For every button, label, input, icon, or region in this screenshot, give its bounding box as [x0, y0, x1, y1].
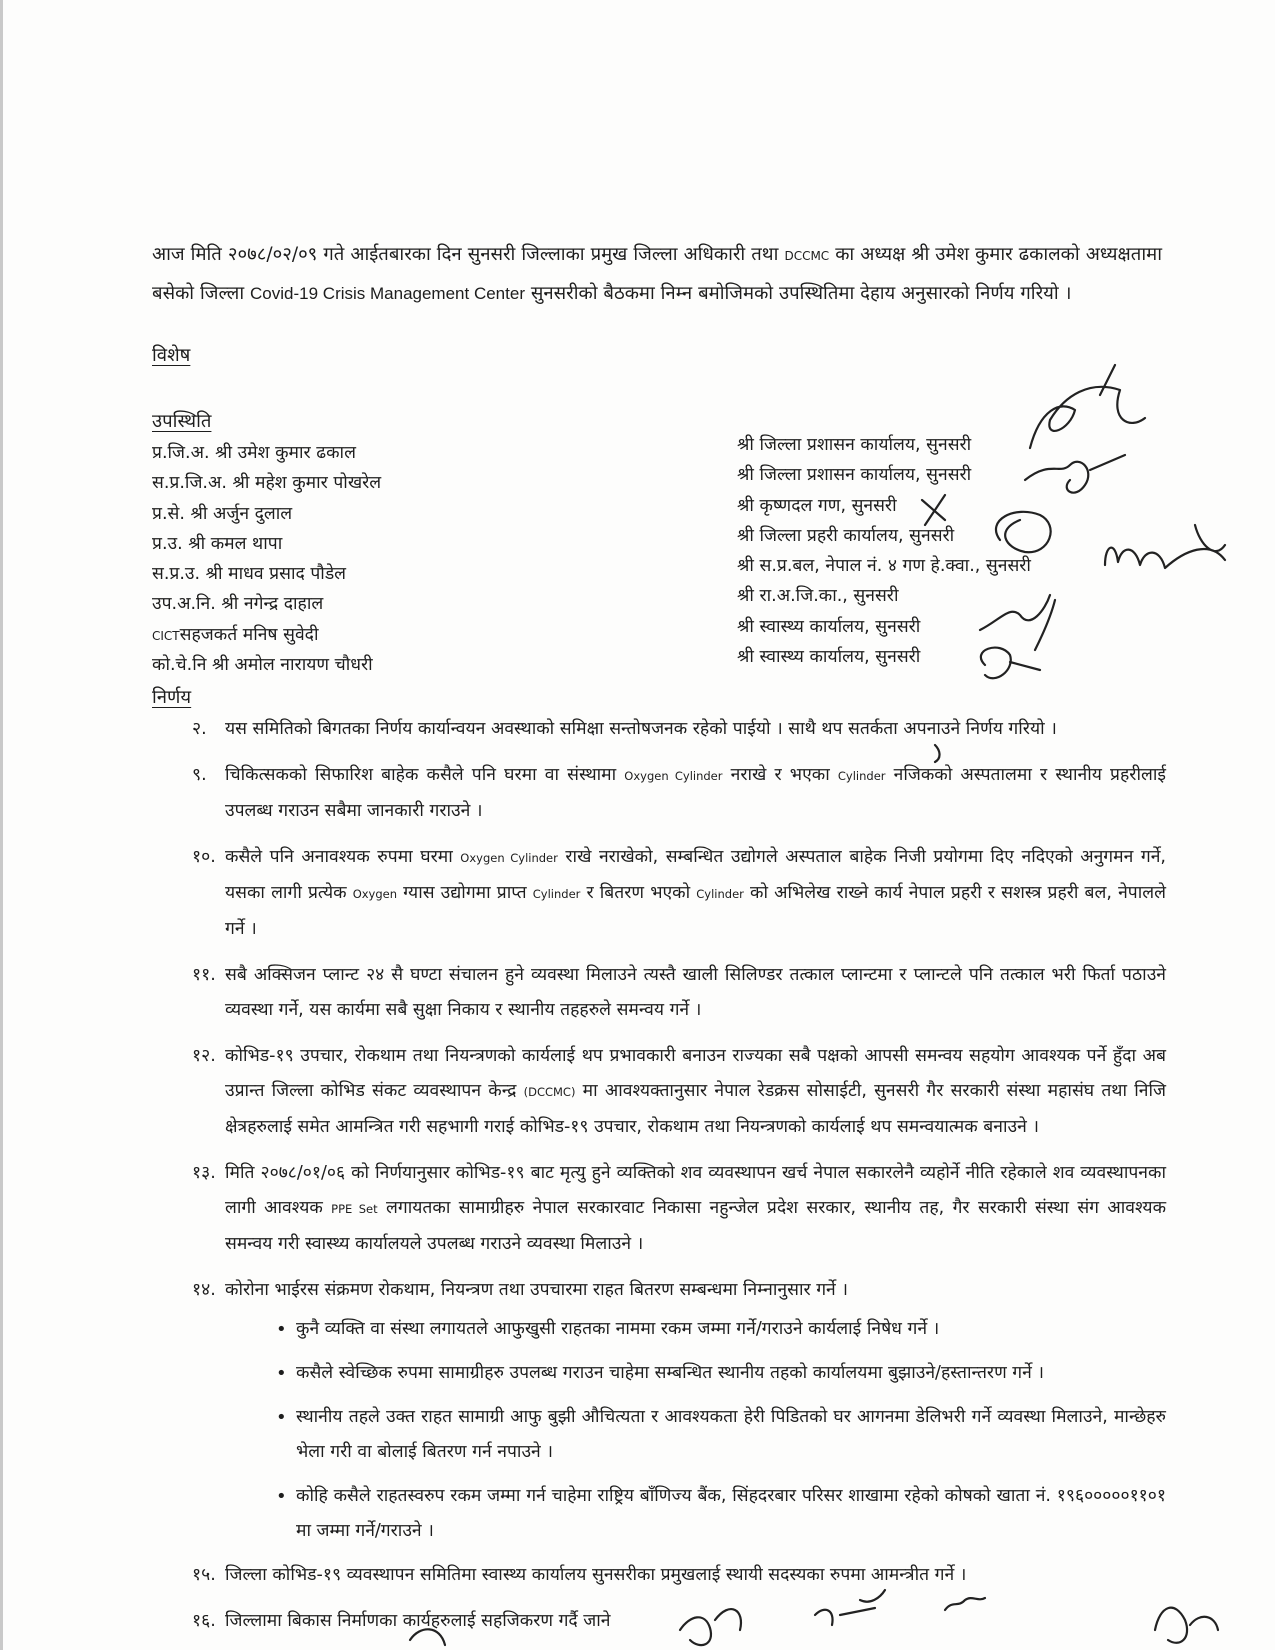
attendee-name	[152, 620, 381, 650]
decision-14-bullet-list	[152, 1312, 1166, 1549]
intro-text-1: आज मिति २०७८/०२/०९ गते आईतबारका दिन सुनसरी जिल्लाका प्रमुख जिल्ला अधिकारी तथा	[152, 244, 785, 265]
decision-list	[152, 712, 1166, 1650]
attendee-name: स.प्र.उ. श्री माधव प्रसाद पौडेल	[152, 564, 347, 585]
decision-item-2	[152, 712, 1166, 747]
intro-text-2: का अध्यक्ष श्री उमेश कुमार ढकालको अध्यक्षतामा बसेको जिल्ला	[152, 244, 1162, 304]
bullet-text: कुनै व्यक्ति वा संस्था लगायतले आफुखुसी राहतका नाममा रकम जम्मा गर्ने/गराउने कार्यलाई निषेध गर्ने ।	[296, 1319, 940, 1339]
bullet-dot-icon: •	[276, 1319, 287, 1340]
bullet-text: कोहि कसैले राहतस्वरुप रकम जम्मा गर्न चाहेमा राष्ट्रिय बाँणिज्य बैंक, सिंहदरबार परिसर शाखामा रहेको कोषको खाता नं. १९६०००००११०१ मा जम्मा गर्ने/गराउने ।	[296, 1486, 1166, 1541]
decision-number: ११.	[192, 965, 216, 985]
decision-text: कसैले पनि अनावश्यक रुपमा घरमा	[225, 847, 461, 867]
decision-term: Oxygen Cylinder	[460, 851, 558, 865]
bullet-dot-icon: •	[276, 1363, 287, 1384]
decision-item-16	[152, 1604, 1166, 1639]
decision-number: १३.	[192, 1163, 216, 1183]
decision-item-10	[152, 840, 1166, 947]
attendee-office-list	[737, 430, 1031, 672]
decision-item-15	[152, 1558, 1166, 1593]
attendee-name: प्र.जि.अ. श्री उमेश कुमार ढकाल	[152, 443, 356, 463]
decision-text: सबै अक्सिजन प्लान्ट २४ सै घण्टा संचालन हुने व्यवस्था मिलाउने त्यस्तै खाली सिलिण्डर तत्काल प्लान्टमा र प्लान्टले पनि तत्काल भरी फिर्ता पठाउने व्यवस्था गर्ने, यस कार्यमा सबै सुक्षा निकाय र स्थानीय तहहरुले समन्वय गर्ने ।	[225, 965, 1166, 1020]
decision-text: नजिकको अस्पतालमा र स्थानीय प्रहरीलाई उपलब्ध गराउन सबैमा जानकारी गराउने ।	[225, 765, 1166, 821]
bullet-dot-icon: •	[276, 1486, 287, 1507]
decision-number: ९.	[192, 765, 207, 785]
decision-text: र बितरण भएको	[580, 883, 697, 903]
attendee-name-text: सहजकर्त मनिष सुवेदी	[179, 624, 319, 645]
heading-decision: निर्णय	[152, 687, 192, 708]
decision-text: यस समितिको बिगतका निर्णय कार्यान्वयन अवस्थाको समिक्षा सन्तोषजनक रहेको पाईयो । साथै थप सतर्कता अपनाउने निर्णय गरियो ।	[225, 719, 1057, 739]
attendee-office: श्री स्वास्थ्य कार्यालय, सुनसरी	[737, 616, 921, 637]
decision-item-9	[152, 758, 1166, 829]
decision-text: चिकित्सकको सिफारिश बाहेक कसैले पनि घरमा वा संस्थामा	[225, 765, 625, 785]
attendee-office: श्री स.प्र.बल, नेपाल नं. ४ गण हे.क्वा., सुनसरी	[737, 556, 1031, 577]
decision-number: १४.	[192, 1280, 216, 1300]
heading-attendance: उपस्थिति	[152, 411, 212, 432]
attendee-name-list	[152, 438, 381, 680]
decision-text: कोभिड-१९ उपचार, रोकथाम तथा नियन्त्रणको कार्यलाई थप प्रभावकारी बनाउन राज्यका सबै पक्षको आपसी समन्वय सहयोग आवश्यक पर्ने हुँदा अब उप्रान्त जिल्ला कोभिड संकट व्यवस्थापन केन्द्र	[225, 1046, 1166, 1101]
decision-item-13	[152, 1156, 1166, 1262]
decision-item-11	[152, 958, 1166, 1028]
intro-dccmc: DCCMC	[784, 249, 830, 263]
decision-text: को अभिलेख राख्ने कार्य नेपाल प्रहरी र सशस्त्र प्रहरी बल, नेपालले गर्ने ।	[225, 883, 1166, 939]
bullet-item	[152, 1479, 1166, 1549]
decision-number: १२.	[192, 1046, 216, 1066]
attendee-name: प्र.से. श्री अर्जुन दुलाल	[152, 503, 293, 524]
decision-term: Oxygen	[352, 887, 398, 901]
bullet-item	[152, 1400, 1166, 1470]
intro-text-3: सुनसरीको बैठकमा निम्न बमोजिमको उपस्थितिमा देहाय अनुसारको निर्णय गरियो ।	[524, 283, 1072, 304]
signature-2	[1025, 455, 1125, 493]
attendee-name: स.प्र.जि.अ. श्री महेश कुमार पोखरेल	[152, 473, 382, 494]
attendee-office: श्री जिल्ला प्रशासन कार्यालय, सुनसरी	[737, 465, 972, 486]
intro-paragraph	[152, 236, 1162, 312]
decision-term: Cylinder	[696, 887, 744, 901]
attendee-name-prefix: CICT	[152, 628, 180, 643]
signature-5	[1105, 525, 1225, 568]
attendee-name: उप.अ.नि. श्री नगेन्द्र दाहाल	[152, 594, 324, 615]
decision-text: नराखे र भएका	[722, 765, 838, 785]
bullet-item	[152, 1356, 1166, 1391]
intro-center-name: Covid-19 Crisis Management Center	[250, 284, 525, 303]
attendee-name: प्र.उ. श्री कमल थापा	[152, 533, 283, 554]
decision-text: मिति २०७८/०१/०६ को निर्णयानुसार कोभिड-१९ बाट मृत्यु हुने व्यक्तिको शव व्यवस्थापन खर्च नेपाल सकारलेनै व्यहोर्ने नीति रहेकाले शव व्यवस्थापनका लागी आवश्यक	[225, 1163, 1166, 1218]
decision-text: ग्यास उद्योगमा प्राप्त	[397, 883, 533, 903]
decision-text: मा आवश्यक्तानुसार नेपाल रेडक्रस सोसाईटी, सुनसरी गैर सरकारी संस्था महासंघ तथा निजि क्षेत्रहरुलाई समेत आमन्त्रित गरी सहभागी गराई कोभिड-१९ उपचार, रोकथाम तथा नियन्त्रणको कार्यलाई थप समन्वयात्मक बनाउने ।	[225, 1081, 1166, 1137]
decision-term: Cylinder	[532, 887, 581, 901]
decision-term: Cylinder	[837, 769, 886, 783]
attendee-office: श्री जिल्ला प्रहरी कार्यालय, सुनसरी	[737, 525, 955, 546]
attendee-office: श्री रा.अ.जि.का., सुनसरी	[737, 586, 899, 607]
decision-text: कोरोना भाईरस संक्रमण रोकथाम, नियन्त्रण तथा उपचारमा राहत बितरण सम्बन्धमा निम्नानुसार गर्ने ।	[225, 1280, 848, 1300]
bullet-text: कसैले स्वेच्छिक रुपमा सामाग्रीहरु उपलब्ध गराउन चाहेमा सम्बन्धित स्थानीय तहको कार्यालयमा बुझाउने/हस्तान्तरण गर्ने ।	[296, 1363, 1045, 1383]
decision-item-14	[152, 1273, 1166, 1308]
decision-item-12	[152, 1039, 1166, 1145]
decision-term: PPE Set	[331, 1202, 378, 1216]
signature-1	[1030, 365, 1145, 448]
decision-number: २.	[192, 719, 207, 739]
decision-text: राखे नराखेको, सम्बन्धित उद्योगले अस्पताल बाहेक निजी प्रयोगमा दिए नदिएको अनुगमन गर्ने, यसका लागी प्रत्येक	[225, 847, 1166, 903]
decision-number: १६.	[192, 1611, 216, 1631]
bullet-item	[152, 1312, 1166, 1347]
heading-special: विशेष	[152, 345, 191, 366]
decision-text: लगायतका सामाग्रीहरु नेपाल सरकारवाट निकासा नहुन्जेल प्रदेश सरकार, स्थानीय तह, गैर सरकारी संस्था संग आवश्यक समन्वय गरी स्वास्थ्य कार्यालयले उपलब्ध गराउने व्यवस्था मिलाउने ।	[225, 1198, 1167, 1254]
decision-term: Oxygen Cylinder	[624, 769, 723, 783]
attendee-name: को.चे.नि श्री अमोल नारायण चौधरी	[152, 655, 373, 676]
decision-number: १०.	[192, 847, 216, 867]
decision-number: १५.	[192, 1565, 216, 1585]
decision-text: जिल्लामा बिकास निर्माणका कार्यहरुलाई सहजिकरण गर्दै जाने	[225, 1611, 611, 1631]
attendee-office: श्री जिल्ला प्रशासन कार्यालय, सुनसरी	[737, 435, 972, 455]
bullet-text: स्थानीय तहले उक्त राहत सामाग्री आफु बुझी औचित्यता र आवश्यकता हेरी पिडितको घर आगनमा डेलिभरी गर्ने व्यवस्था मिलाउने, मान्छेहरु भेला गरी वा बोलाई बितरण गर्न नपाउने ।	[296, 1407, 1166, 1462]
scan-edge	[0, 0, 3, 1650]
attendee-office: श्री कृष्णदल गण, सुनसरी	[737, 495, 897, 516]
bullet-dot-icon: •	[276, 1407, 287, 1428]
attendee-office: श्री स्वास्थ्य कार्यालय, सुनसरी	[737, 647, 921, 668]
decision-text: जिल्ला कोभिड-१९ व्यवस्थापन समितिमा स्वास्थ्य कार्यालय सुनसरीका प्रमुखलाई स्थायी सदस्यका रुपमा आमन्त्रीत गर्ने ।	[225, 1565, 967, 1585]
decision-term: (DCCMC)	[523, 1085, 576, 1099]
